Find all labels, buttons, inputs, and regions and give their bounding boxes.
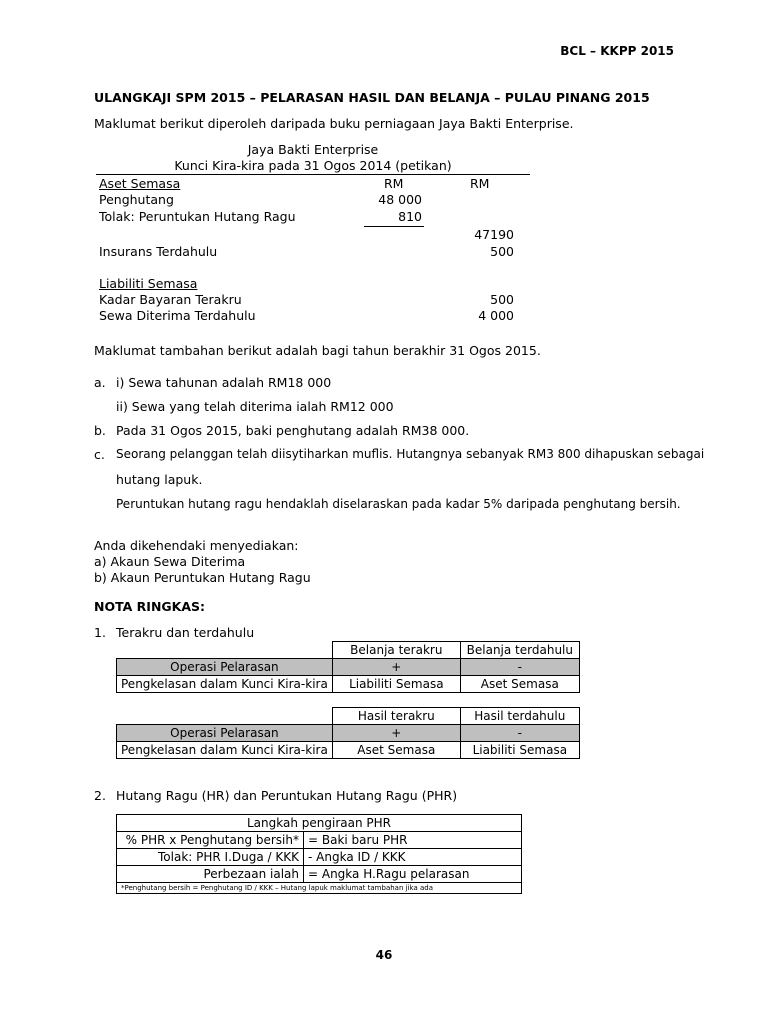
- phr-row-value: - Angka ID / KKK: [304, 849, 522, 866]
- bs-liabilities-heading: Liabiliti Semasa: [99, 276, 198, 291]
- expense-accrued-header: Belanja terakru: [332, 642, 460, 659]
- phr-row-value: = Angka H.Ragu pelarasan: [304, 866, 522, 883]
- phr-row-label: Tolak: PHR I.Duga / KKK: [117, 849, 304, 866]
- bs-subtotal-rule: [364, 226, 424, 227]
- bs-rent-label: Sewa Diterima Terdahulu: [99, 308, 256, 323]
- item-c-text2: hutang lapuk.: [116, 472, 203, 487]
- phr-row-value: = Baki baru PHR: [304, 832, 522, 849]
- item-b-marker: b.: [94, 423, 106, 438]
- bs-debtors-amount: 48 000: [378, 192, 422, 207]
- phr-footnote: *Penghutang bersih = Penghutang ID / KKK – Hutang lapuk maklumat tambahan jika ada: [117, 883, 522, 894]
- item-c-text1: Seorang pelanggan telah diisytiharkan muflis. Hutangnya sebanyak RM3 800 dihapuskan sebagai: [116, 447, 705, 461]
- adjustment-prepaid: -: [460, 659, 579, 676]
- bs-less-label: Tolak: Peruntukan Hutang Ragu: [99, 209, 296, 224]
- bs-company: Jaya Bakti Enterprise: [247, 142, 379, 157]
- note1-title: Terakru dan terdahulu: [116, 625, 255, 640]
- page-number: 46: [375, 948, 393, 962]
- bs-accrued-amount: 500: [490, 292, 514, 307]
- item-c-text3: Peruntukan hutang ragu hendaklah diselaraskan pada kadar 5% daripada penghutang bersih.: [116, 497, 681, 511]
- required-b: b) Akaun Peruntukan Hutang Ragu: [94, 570, 311, 585]
- note2-number: 2.: [94, 788, 106, 803]
- bs-col1-header: RM: [384, 176, 404, 191]
- bs-debtors-label: Penghutang: [99, 192, 174, 207]
- note1-income-table: [116, 707, 580, 759]
- note2-title: Hutang Ragu (HR) dan Peruntukan Hutang Ragu (PHR): [116, 788, 458, 803]
- bs-rent-amount: 4 000: [478, 308, 514, 323]
- adjustment-prepaid: -: [460, 725, 579, 742]
- additional-info: Maklumat tambahan berikut adalah bagi tahun berakhir 31 Ogos 2015.: [94, 343, 541, 358]
- required-heading: Anda dikehendaki menyediakan:: [94, 538, 299, 553]
- expense-prepaid-header: Belanja terdahulu: [460, 642, 579, 659]
- classification-label: Pengkelasan dalam Kunci Kira-kira: [117, 742, 333, 759]
- phr-row-label: % PHR x Penghutang bersih*: [117, 832, 304, 849]
- phr-table: [116, 814, 522, 894]
- notes-heading: NOTA RINGKAS:: [94, 599, 206, 614]
- adjustment-label: Operasi Pelarasan: [117, 659, 333, 676]
- page-title: ULANGKAJI SPM 2015 – PELARASAN HASIL DAN BELANJA – PULAU PINANG 2015: [94, 90, 650, 105]
- note1-number: 1.: [94, 625, 106, 640]
- adjustment-accrued: +: [332, 725, 460, 742]
- item-a-marker: a.: [94, 375, 106, 390]
- intro-text: Maklumat berikut diperoleh daripada buku perniagaan Jaya Bakti Enterprise.: [94, 116, 574, 131]
- classification-prepaid: Aset Semasa: [460, 676, 579, 693]
- bs-current-assets-heading: Aset Semasa: [99, 176, 181, 191]
- adjustment-label: Operasi Pelarasan: [117, 725, 333, 742]
- header-code: BCL – KKPP 2015: [560, 44, 674, 58]
- classification-label: Pengkelasan dalam Kunci Kira-kira: [117, 676, 333, 693]
- item-b-text: Pada 31 Ogos 2015, baki penghutang adalah RM38 000.: [116, 423, 470, 438]
- classification-prepaid: Liabiliti Semasa: [460, 742, 579, 759]
- required-a: a) Akaun Sewa Diterima: [94, 554, 246, 569]
- bs-top-rule: [96, 174, 530, 175]
- income-prepaid-header: Hasil terdahulu: [460, 708, 579, 725]
- classification-accrued: Liabiliti Semasa: [332, 676, 460, 693]
- bs-less-amount: 810: [398, 209, 422, 224]
- classification-accrued: Aset Semasa: [332, 742, 460, 759]
- bs-subtitle: Kunci Kira-kira pada 31 Ogos 2014 (petikan): [174, 158, 452, 173]
- bs-net-amount: 47190: [474, 227, 514, 242]
- phr-row-label: Perbezaan ialah: [117, 866, 304, 883]
- income-accrued-header: Hasil terakru: [332, 708, 460, 725]
- bs-prepaid-amount: 500: [490, 244, 514, 259]
- adjustment-accrued: +: [332, 659, 460, 676]
- bs-accrued-label: Kadar Bayaran Terakru: [99, 292, 242, 307]
- phr-table-header: Langkah pengiraan PHR: [117, 815, 522, 832]
- bs-col2-header: RM: [470, 176, 490, 191]
- item-a-ii: ii) Sewa yang telah diterima ialah RM12 000: [116, 399, 394, 414]
- item-c-marker: c.: [94, 447, 105, 462]
- bs-prepaid-label: Insurans Terdahulu: [99, 244, 218, 259]
- note1-expense-table: [116, 641, 580, 693]
- item-a-i: i) Sewa tahunan adalah RM18 000: [116, 375, 332, 390]
